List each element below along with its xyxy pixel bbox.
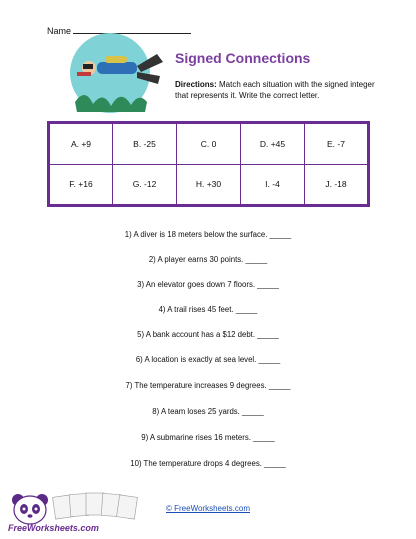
question-item[interactable]: 3) An elevator goes down 7 floors. _____ bbox=[137, 280, 279, 289]
table-row bbox=[49, 123, 369, 165]
question-item[interactable]: 6) A location is exactly at sea level. _____ bbox=[135, 355, 281, 364]
scuba-diver-icon bbox=[45, 32, 175, 114]
answer-cell: C. 0 bbox=[177, 123, 241, 165]
name-label: Name bbox=[47, 26, 72, 36]
question-item[interactable]: 5) A bank account has a $12 debt. _____ bbox=[137, 330, 279, 339]
question-item[interactable]: 8) A team loses 25 yards. _____ bbox=[152, 407, 264, 416]
directions bbox=[175, 79, 385, 101]
answer-cell: H. +30 bbox=[177, 164, 241, 206]
question-item[interactable]: 4) A trail rises 45 feet. _____ bbox=[158, 305, 258, 314]
question-item[interactable]: 10) The temperature drops 4 degrees. _____ bbox=[130, 459, 286, 468]
answer-cell: I. -4 bbox=[241, 164, 305, 206]
answer-cell: D. +45 bbox=[241, 123, 305, 165]
question-item[interactable]: 1) A diver is 18 meters below the surface. _____ bbox=[124, 230, 292, 239]
answer-cell: J. -18 bbox=[305, 164, 369, 206]
answer-cell: E. -7 bbox=[305, 123, 369, 165]
question-item[interactable]: 2) A player earns 30 points. _____ bbox=[148, 255, 268, 264]
brand-logo-text: FreeWorksheets.com bbox=[8, 523, 99, 533]
question-item[interactable]: 7) The temperature increases 9 degrees. _____ bbox=[125, 381, 291, 390]
answer-choices-table bbox=[47, 121, 370, 207]
directions-label: Directions: bbox=[175, 80, 217, 89]
answer-cell: F. +16 bbox=[49, 164, 113, 206]
directions-text: Match each situation with the signed integer that represents it. Write the correct letter. bbox=[175, 80, 375, 100]
table-row bbox=[49, 164, 369, 206]
answer-cell: G. -12 bbox=[113, 164, 177, 206]
answer-cell: A. +9 bbox=[49, 123, 113, 165]
page-title: Signed Connections bbox=[175, 50, 311, 66]
answer-cell: B. -25 bbox=[113, 123, 177, 165]
site-link[interactable]: © FreeWorksheets.com bbox=[166, 504, 250, 513]
question-item[interactable]: 9) A submarine rises 16 meters. _____ bbox=[141, 433, 275, 442]
